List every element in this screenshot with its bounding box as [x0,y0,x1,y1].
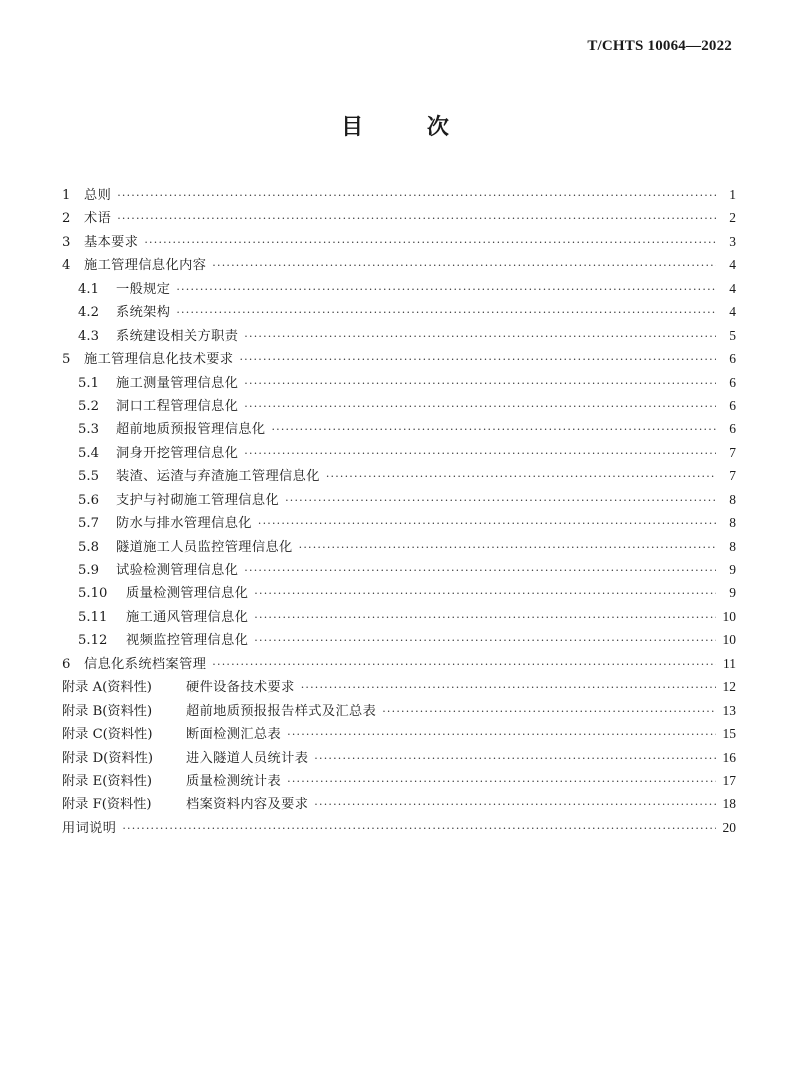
toc-entry-label: 装渣、运渣与弃渣施工管理信息化 [116,469,320,485]
toc-leader-dots [212,254,716,277]
toc-entry-page: 16 [722,749,736,765]
toc-entry[interactable] [62,769,736,792]
toc-entry-label: 隧道施工人员监控管理信息化 [116,539,293,555]
toc-entry-label: 施工通风管理信息化 [126,609,249,625]
toc-leader-dots [287,723,716,746]
toc-entry[interactable] [62,792,736,815]
toc-leader-dots [144,231,716,254]
toc-leader-dots [254,582,716,605]
toc-entry[interactable] [62,324,736,347]
page-title: 目 次 [341,114,477,140]
toc-entry[interactable] [62,441,736,464]
toc-entry-label: 总则 [84,188,112,203]
toc-entry-number: 附录 D(资料性) [62,750,153,766]
toc-entry-number: 3 [62,234,71,250]
toc-entry-page: 4 [729,304,736,320]
toc-entry-number: 2 [62,211,71,227]
toc-entry-number: 附录 C(资料性) [62,727,153,743]
toc-entry-number: 4 [62,258,71,274]
toc-leader-dots [122,817,716,840]
toc-leader-dots [301,676,716,699]
toc-entry-number: 5.7 [78,516,99,532]
toc-entry-label: 质量检测统计表 [186,773,282,789]
toc-leader-dots [117,207,716,230]
toc-entry-label: 信息化系统档案管理 [84,656,207,672]
toc-entry-label: 超前地质预报管理信息化 [116,422,266,438]
toc-entry[interactable] [62,746,736,769]
toc-leader-dots [244,372,716,395]
toc-entry-page: 5 [729,327,736,343]
toc-entry-label: 术语 [84,211,112,227]
table-of-contents [62,183,736,839]
toc-leader-dots [382,700,716,723]
toc-leader-dots [258,512,716,535]
toc-entry-number: 4.2 [78,305,99,321]
toc-leader-dots [117,184,716,207]
toc-entry[interactable] [62,417,736,440]
toc-entry-label: 硬件设备技术要求 [186,680,295,696]
toc-entry[interactable] [62,230,736,253]
standard-code: T/CHTS 10064—2022 [587,38,732,54]
toc-entry[interactable] [62,722,736,745]
toc-leader-dots [299,536,716,559]
toc-entry-number: 6 [62,656,71,672]
toc-leader-dots [314,747,716,770]
toc-entry[interactable] [62,511,736,534]
toc-entry-label: 支护与衬砌施工管理信息化 [116,492,280,508]
toc-leader-dots [244,395,716,418]
toc-entry-page: 4 [729,257,736,273]
toc-entry[interactable] [62,535,736,558]
toc-entry-label: 洞身开挖管理信息化 [116,445,239,461]
toc-entry[interactable] [62,816,736,839]
toc-entry-label: 视频监控管理信息化 [126,633,249,649]
toc-leader-dots [326,465,716,488]
toc-entry-label: 防水与排水管理信息化 [116,516,252,532]
toc-entry-number: 附录 F(资料性) [62,797,152,813]
toc-entry[interactable] [62,394,736,417]
toc-entry-number: 4.3 [78,328,99,344]
toc-entry[interactable] [62,206,736,229]
toc-entry-page: 18 [722,796,736,812]
toc-entry-number: 5 [62,352,71,368]
toc-leader-dots [212,653,716,676]
toc-entry[interactable] [62,581,736,604]
toc-entry-page: 7 [729,444,736,460]
toc-entry-page: 8 [729,515,736,531]
toc-entry-number: 4.1 [78,281,99,297]
toc-entry[interactable] [62,371,736,394]
toc-entry[interactable] [62,277,736,300]
toc-entry[interactable] [62,675,736,698]
toc-entry[interactable] [62,699,736,722]
toc-entry-number: 5.1 [78,375,99,391]
toc-entry-page: 3 [729,233,736,249]
toc-entry-label: 断面检测汇总表 [186,727,282,743]
toc-entry-label: 质量检测管理信息化 [126,586,249,602]
toc-entry-page: 20 [722,819,736,835]
toc-entry[interactable] [62,628,736,651]
toc-entry[interactable] [62,464,736,487]
toc-leader-dots [285,489,716,512]
toc-entry-number: 5.3 [78,422,99,438]
toc-entry-page: 12 [722,679,736,695]
toc-entry-label: 用词说明 [62,820,117,836]
toc-entry-label: 施工测量管理信息化 [116,375,239,391]
toc-entry-number: 附录 A(资料性) [62,680,152,696]
toc-leader-dots [176,301,716,324]
toc-entry-number: 附录 B(资料性) [62,703,153,719]
toc-entry-label: 施工管理信息化内容 [84,258,207,274]
toc-entry-page: 17 [722,772,736,788]
toc-entry-number: 附录 E(资料性) [62,773,153,789]
toc-entry-page: 13 [722,702,736,718]
toc-entry-page: 9 [729,585,736,601]
toc-entry-label: 系统架构 [116,305,171,321]
toc-entry-number: 5.10 [78,586,108,602]
toc-entry-label: 进入隧道人员统计表 [186,750,309,766]
toc-leader-dots [271,418,716,441]
toc-entry[interactable] [62,558,736,581]
toc-entry-label: 施工管理信息化技术要求 [84,352,234,368]
toc-leader-dots [254,629,716,652]
toc-entry-page: 6 [729,397,736,413]
toc-entry-label: 试验检测管理信息化 [116,563,239,578]
toc-entry-number: 5.5 [78,469,99,485]
toc-entry-page: 10 [722,632,736,648]
toc-leader-dots [244,325,716,348]
toc-leader-dots [176,278,716,301]
toc-entry-page: 8 [729,538,736,554]
toc-leader-dots [244,442,716,465]
toc-entry-number: 5.4 [78,445,99,461]
toc-entry-label: 一般规定 [116,281,171,297]
toc-entry-page: 15 [722,726,736,742]
toc-entry-number: 1 [62,188,71,203]
toc-leader-dots [244,559,716,582]
toc-entry[interactable] [62,605,736,628]
toc-entry-page: 7 [729,468,736,484]
toc-entry[interactable] [62,183,736,206]
toc-entry[interactable] [62,300,736,323]
toc-entry-page: 4 [729,280,736,296]
toc-entry-page: 11 [723,655,736,671]
toc-entry-number: 5.9 [78,563,99,578]
toc-entry-page: 10 [722,608,736,624]
toc-entry-number: 5.11 [78,609,108,625]
toc-leader-dots [254,606,716,629]
toc-entry-number: 5.8 [78,539,99,555]
toc-entry[interactable] [62,253,736,276]
toc-leader-dots [314,793,716,816]
toc-entry-page: 6 [729,351,736,367]
toc-entry-number: 5.12 [78,633,108,649]
toc-leader-dots [239,348,716,371]
toc-entry[interactable] [62,347,736,370]
toc-entry-number: 5.6 [78,492,99,508]
toc-entry-page: 9 [729,562,736,577]
toc-entry-page: 1 [729,187,736,202]
toc-entry-page: 6 [729,374,736,390]
toc-entry[interactable] [62,652,736,675]
toc-entry-label: 洞口工程管理信息化 [116,398,239,414]
toc-entry-number: 5.2 [78,398,99,414]
toc-entry-page: 6 [729,421,736,437]
toc-entry-page: 2 [729,210,736,226]
toc-entry[interactable] [62,488,736,511]
toc-entry-label: 档案资料内容及要求 [186,797,309,813]
toc-leader-dots [287,770,716,793]
toc-entry-label: 系统建设相关方职责 [116,328,239,344]
toc-entry-label: 基本要求 [84,234,139,250]
toc-entry-label: 超前地质预报报告样式及汇总表 [186,703,377,719]
toc-entry-page: 8 [729,491,736,507]
